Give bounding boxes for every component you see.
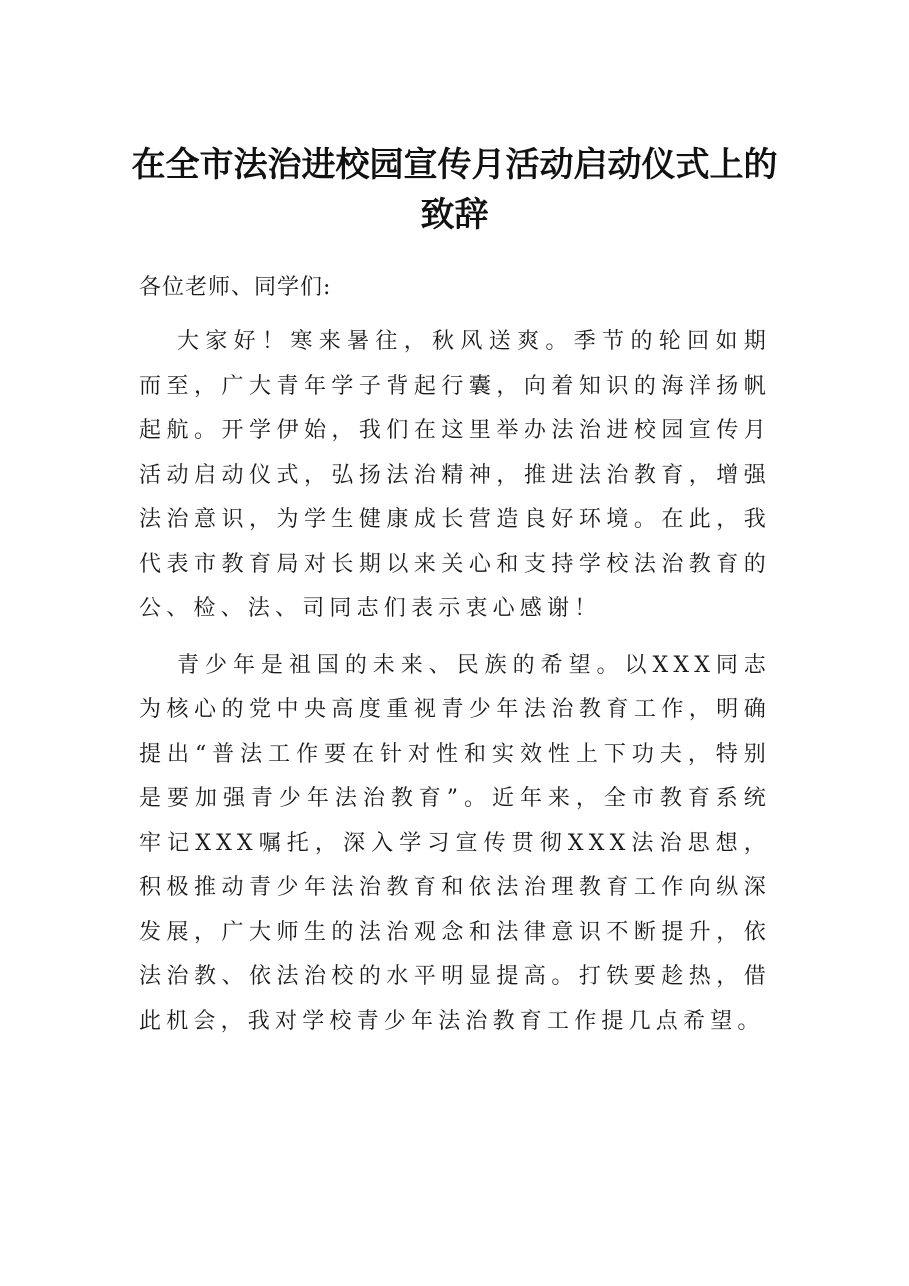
paragraph-1: 大家好！寒来暑往，秋风送爽。季节的轮回如期而至，广大青年学子背起行囊，向着知识的海洋扬帆起航。开学伊始，我们在这里举办法治进校园宣传月活动启动仪式，弘扬法治精神，推进法治教育，增强法治意识，为学生健康成长营造良好环境。在此，我代表市教育局对长期以来关心和支持学校法治教育的公、检、法、司同志们表示衷心感谢！ xyxy=(139,329,771,621)
document-title: 在全市法治进校园宣传月活动启动仪式上的致辞 xyxy=(131,145,778,235)
document-body xyxy=(139,268,771,1056)
paragraph-2: 青少年是祖国的未来、民族的希望。以XXX同志为核心的党中央高度重视青少年法治教育工作，明确提出“普法工作要在针对性和实效性上下功夫，特别是要加强青少年法治教育”。近年来，全市教育系统牢记XXX嘱托，深入学习宣传贯彻XXX法治思想，积极推动青少年法治教育和依法治理教育工作向纵深发展，广大师生的法治观念和法律意识不断提升，依法治教、依法治校的水平明显提高。打铁要趁热，借此机会，我对学校青少年法治教育工作提几点希望。 xyxy=(139,652,771,1034)
salutation: 各位老师、同学们: xyxy=(139,275,332,300)
